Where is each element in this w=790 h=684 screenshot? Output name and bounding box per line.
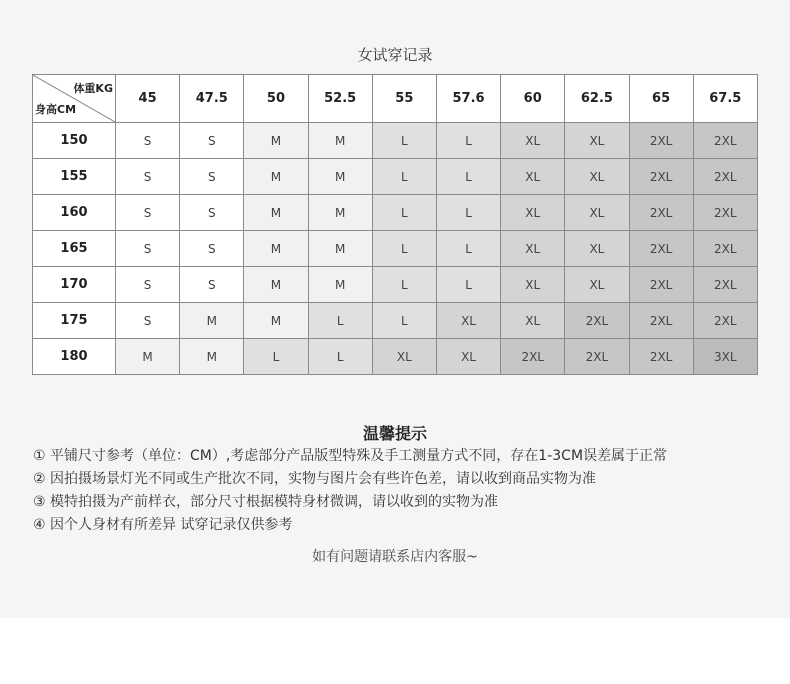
size-cell: XL	[501, 231, 565, 267]
size-cell: 2XL	[693, 195, 757, 231]
size-cell: L	[436, 123, 500, 159]
table-row	[33, 231, 758, 267]
size-cell: 2XL	[501, 339, 565, 375]
height-header-cell: 175	[33, 303, 116, 339]
size-cell: M	[180, 303, 244, 339]
size-cell: L	[308, 339, 372, 375]
contact-note: 如有问题请联系店内客服~	[312, 549, 478, 565]
size-cell: S	[116, 159, 180, 195]
size-cell: 2XL	[629, 339, 693, 375]
size-cell: L	[372, 159, 436, 195]
table-row	[33, 267, 758, 303]
size-cell: 2XL	[629, 195, 693, 231]
chart-title: 女试穿记录	[357, 46, 433, 64]
height-header-cell: 160	[33, 195, 116, 231]
size-cell: L	[372, 231, 436, 267]
size-cell: L	[436, 231, 500, 267]
size-cell: S	[180, 231, 244, 267]
size-cell: 2XL	[693, 159, 757, 195]
size-cell: XL	[565, 159, 629, 195]
size-cell: XL	[565, 123, 629, 159]
tip-item: ④ 因个人身材有所差异 试穿记录仅供参考	[33, 517, 293, 533]
table-row	[33, 195, 758, 231]
size-cell: 2XL	[629, 123, 693, 159]
size-cell: M	[244, 267, 308, 303]
weight-axis-label: 体重KG	[73, 82, 113, 95]
size-cell: XL	[501, 195, 565, 231]
size-cell: 2XL	[693, 267, 757, 303]
weight-header-cell: 55	[372, 75, 436, 123]
weight-header-cell: 57.6	[436, 75, 500, 123]
size-cell: M	[244, 123, 308, 159]
size-cell: S	[180, 195, 244, 231]
size-cell: L	[372, 195, 436, 231]
size-cell: L	[244, 339, 308, 375]
height-header-cell: 180	[33, 339, 116, 375]
size-cell: S	[116, 123, 180, 159]
size-cell: XL	[436, 339, 500, 375]
size-cell: L	[436, 267, 500, 303]
size-cell: XL	[501, 267, 565, 303]
size-cell: XL	[565, 231, 629, 267]
size-cell: S	[116, 195, 180, 231]
table-row	[33, 303, 758, 339]
weight-header-cell: 60	[501, 75, 565, 123]
size-cell: 3XL	[693, 339, 757, 375]
table-row	[33, 339, 758, 375]
weight-header-row	[33, 75, 758, 123]
size-cell: XL	[372, 339, 436, 375]
size-cell: 2XL	[693, 123, 757, 159]
size-cell: L	[308, 303, 372, 339]
size-cell: L	[372, 267, 436, 303]
size-cell: L	[372, 303, 436, 339]
tip-item: ② 因拍摄场景灯光不同或生产批次不同，实物与图片会有些许色差，请以收到商品实物为准	[33, 471, 596, 487]
weight-header-cell: 67.5	[693, 75, 757, 123]
height-header-cell: 155	[33, 159, 116, 195]
size-cell: 2XL	[565, 339, 629, 375]
size-cell: S	[116, 303, 180, 339]
size-cell: 2XL	[629, 159, 693, 195]
size-cell: M	[244, 159, 308, 195]
size-cell: XL	[436, 303, 500, 339]
size-cell: M	[308, 159, 372, 195]
size-cell: XL	[501, 123, 565, 159]
tips-title: 温馨提示	[362, 424, 427, 443]
table-row	[33, 123, 758, 159]
height-axis-label: 身高CM	[35, 103, 77, 116]
size-cell: 2XL	[629, 303, 693, 339]
height-header-cell: 150	[33, 123, 116, 159]
size-cell: M	[308, 195, 372, 231]
size-cell: XL	[565, 267, 629, 303]
size-cell: M	[244, 303, 308, 339]
size-cell: M	[308, 123, 372, 159]
tip-item: ① 平铺尺寸参考（单位：CM）,考虑部分产品版型特殊及手工测量方式不同，存在1-3CM误差属于正常	[33, 448, 668, 464]
weight-header-cell: 62.5	[565, 75, 629, 123]
size-cell: M	[180, 339, 244, 375]
size-cell: S	[180, 123, 244, 159]
size-cell: S	[116, 231, 180, 267]
size-cell: L	[372, 123, 436, 159]
weight-header-cell: 50	[244, 75, 308, 123]
size-cell: M	[308, 267, 372, 303]
size-cell: XL	[501, 303, 565, 339]
corner-header-cell	[33, 75, 116, 123]
height-header-cell: 170	[33, 267, 116, 303]
size-cell: L	[436, 195, 500, 231]
size-cell: M	[116, 339, 180, 375]
size-cell: M	[244, 231, 308, 267]
size-cell: L	[436, 159, 500, 195]
weight-header-cell: 47.5	[180, 75, 244, 123]
size-cell: M	[308, 231, 372, 267]
size-cell: XL	[501, 159, 565, 195]
size-cell: 2XL	[629, 231, 693, 267]
size-cell: 2XL	[693, 231, 757, 267]
size-cell: XL	[565, 195, 629, 231]
weight-header-cell: 52.5	[308, 75, 372, 123]
size-table	[32, 74, 758, 375]
size-cell: 2XL	[629, 267, 693, 303]
table-row	[33, 159, 758, 195]
size-cell: S	[116, 267, 180, 303]
tip-item: ③ 模特拍摄为产前样衣，部分尺寸根据模特身材微调，请以收到的实物为准	[33, 494, 498, 510]
size-cell: S	[180, 159, 244, 195]
tips-list	[33, 445, 778, 537]
size-cell: S	[180, 267, 244, 303]
size-table-body	[33, 75, 758, 375]
size-cell: 2XL	[565, 303, 629, 339]
size-cell: 2XL	[693, 303, 757, 339]
weight-header-cell: 65	[629, 75, 693, 123]
size-cell: M	[244, 195, 308, 231]
weight-header-cell: 45	[116, 75, 180, 123]
height-header-cell: 165	[33, 231, 116, 267]
